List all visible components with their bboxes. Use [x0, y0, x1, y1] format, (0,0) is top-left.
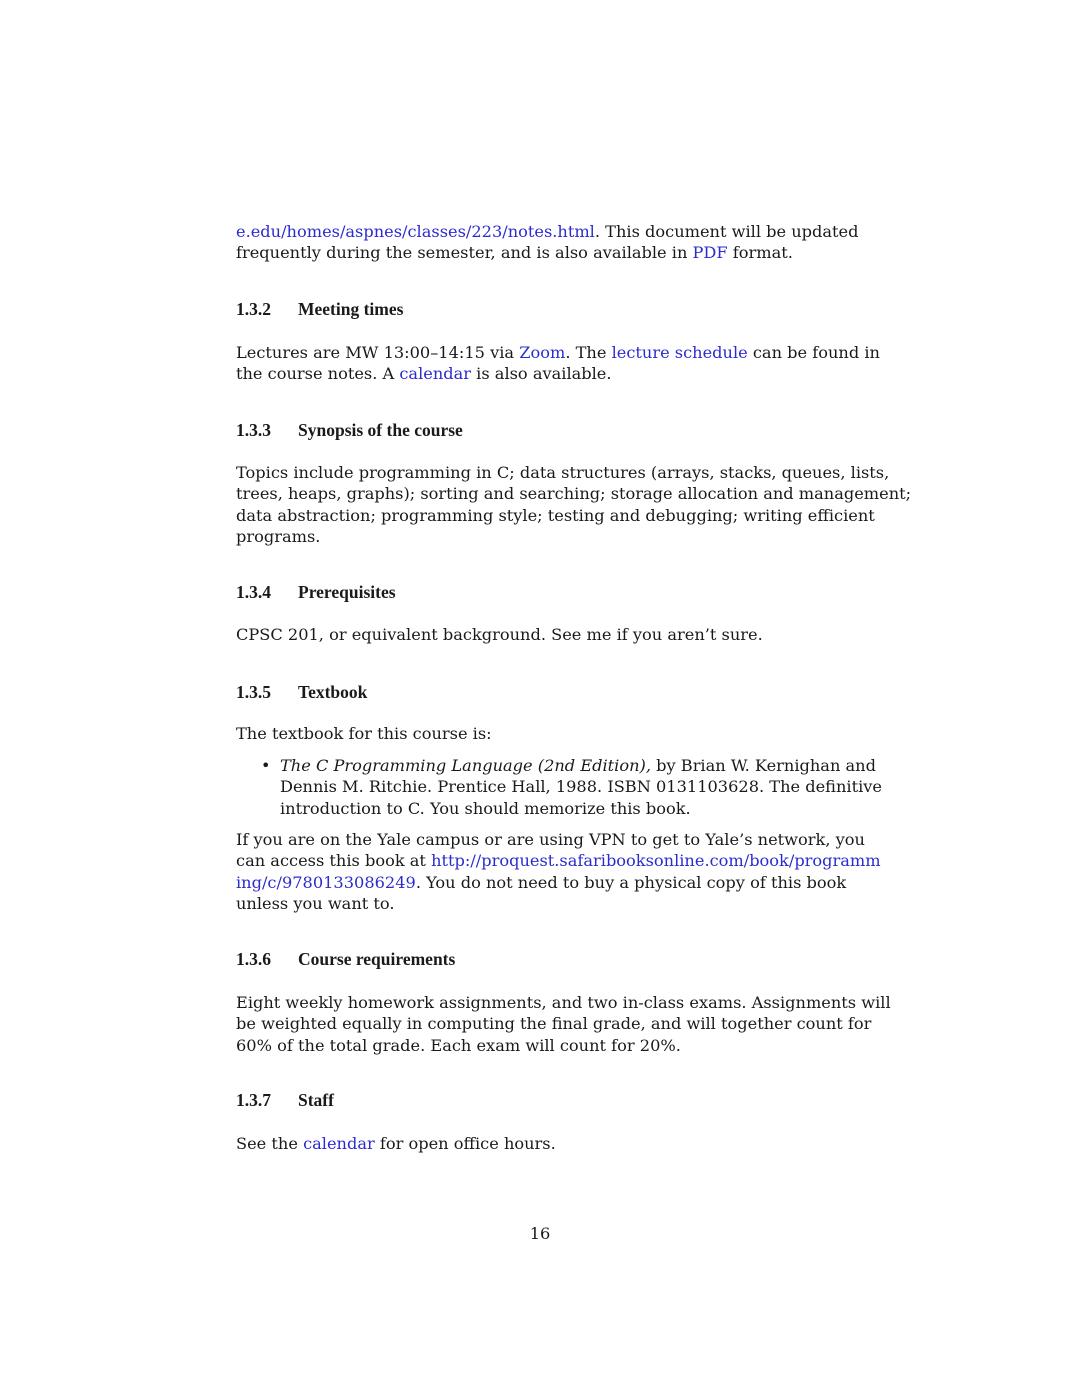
- section-heading-meeting-times: 1.3.2 Meeting times: [236, 299, 404, 319]
- lecture-schedule-link[interactable]: lecture schedule: [611, 343, 748, 362]
- meeting-times-paragraph: Lectures are MW 13:00–14:15 via Zoom. The lecture schedule can be found in the course notes. A calendar is also available.: [236, 343, 880, 384]
- page-number: 16: [529, 1224, 551, 1243]
- safari-book-link[interactable]: http://proquest.safaribooksonline.com/book/programm: [431, 851, 881, 871]
- staff-calendar-link[interactable]: calendar: [303, 1134, 375, 1153]
- safari-book-link-cont[interactable]: ing/c/9780133086249: [236, 872, 416, 892]
- document-page: e.edu/homes/aspnes/classes/223/notes.html. This document will be updated frequently during the semester, and is also available in PDF format. 1.3.2 Meeting times Lectures are MW 13:00–14:15 via Zoom. The lecture schedule can be found in the course notes. A calendar is also available. 1.3.3 Synopsis of the course Topics include programming in C; data structures (arrays, stacks, queues, lists, trees, heaps, graphs); sorting and searching; storage allocation and management; data abstraction; programming style; testing and debugging; writing efficient programs. 1.3.4 Prerequisites CPSC 201, or equivalent background. See me if you aren’t sure. 1.3.5 Textbook The textbook for this course is: • The C Programming Language (2nd Edition), by Brian W. Kernighan and Dennis M. Ritchie. Prentice Hall, 1988. ISBN 0131103628. The definitive introduction to C. You should memorize this book. If you are on the Yale campus or are using VPN to get to Yale’s network, you can access this book at http://proquest.safaribooksonline.com/book/programm ing/c/9780133086249. You do not need to buy a physical copy of this book unless you want to. 1.3.6 Course requirements Eight weekly homework assignments, and two in-class exams. Assignments will be weighted equally in computing the final grade, and will together count for 60% of the total grade. Each exam will count for 20%. 1.3.7 Staff See the calendar for open office hours. 16: [236, 222, 912, 1243]
- staff-paragraph: See the calendar for open office hours.: [236, 1134, 556, 1153]
- section-heading-prerequisites: 1.3.4 Prerequisites: [236, 582, 396, 602]
- requirements-paragraph: Eight weekly homework assignments, and two in-class exams. Assignments will be weighted equally in computing the final grade, and will together count for 60% of the total grade. Each exam will count for 20%.: [236, 993, 891, 1055]
- section-heading-synopsis: 1.3.3 Synopsis of the course: [236, 420, 463, 440]
- pdf-link[interactable]: PDF: [692, 243, 728, 263]
- section-heading-textbook: 1.3.5 Textbook: [236, 682, 368, 702]
- zoom-link[interactable]: Zoom: [519, 343, 566, 362]
- notes-url-link[interactable]: e.edu/homes/aspnes/classes/223/notes.html: [236, 222, 595, 241]
- textbook-access-paragraph: If you are on the Yale campus or are using VPN to get to Yale’s network, you can access this book at http://proquest.safaribooksonline.com/book/programm ing/c/9780133086249. You do not need to buy a physical copy of this book unless you want to.: [236, 830, 881, 913]
- calendar-link[interactable]: calendar: [399, 364, 472, 384]
- book-title: The C Programming Language (2nd Edition),: [280, 756, 651, 775]
- intro-paragraph: e.edu/homes/aspnes/classes/223/notes.html. This document will be updated frequently during the semester, and is also available in PDF format.: [236, 222, 859, 263]
- section-heading-staff: 1.3.7 Staff: [236, 1090, 334, 1110]
- synopsis-paragraph: Topics include programming in C; data structures (arrays, stacks, queues, lists, trees, heaps, graphs); sorting and searching; storage allocation and management; data abstraction; programming style; testing and debugging; writing efficient programs.: [236, 463, 912, 546]
- prerequisites-paragraph: CPSC 201, or equivalent background. See me if you aren’t sure.: [236, 625, 763, 644]
- bullet-icon: •: [261, 756, 271, 775]
- section-heading-course-requirements: 1.3.6 Course requirements: [236, 949, 456, 969]
- textbook-intro: The textbook for this course is:: [236, 724, 492, 743]
